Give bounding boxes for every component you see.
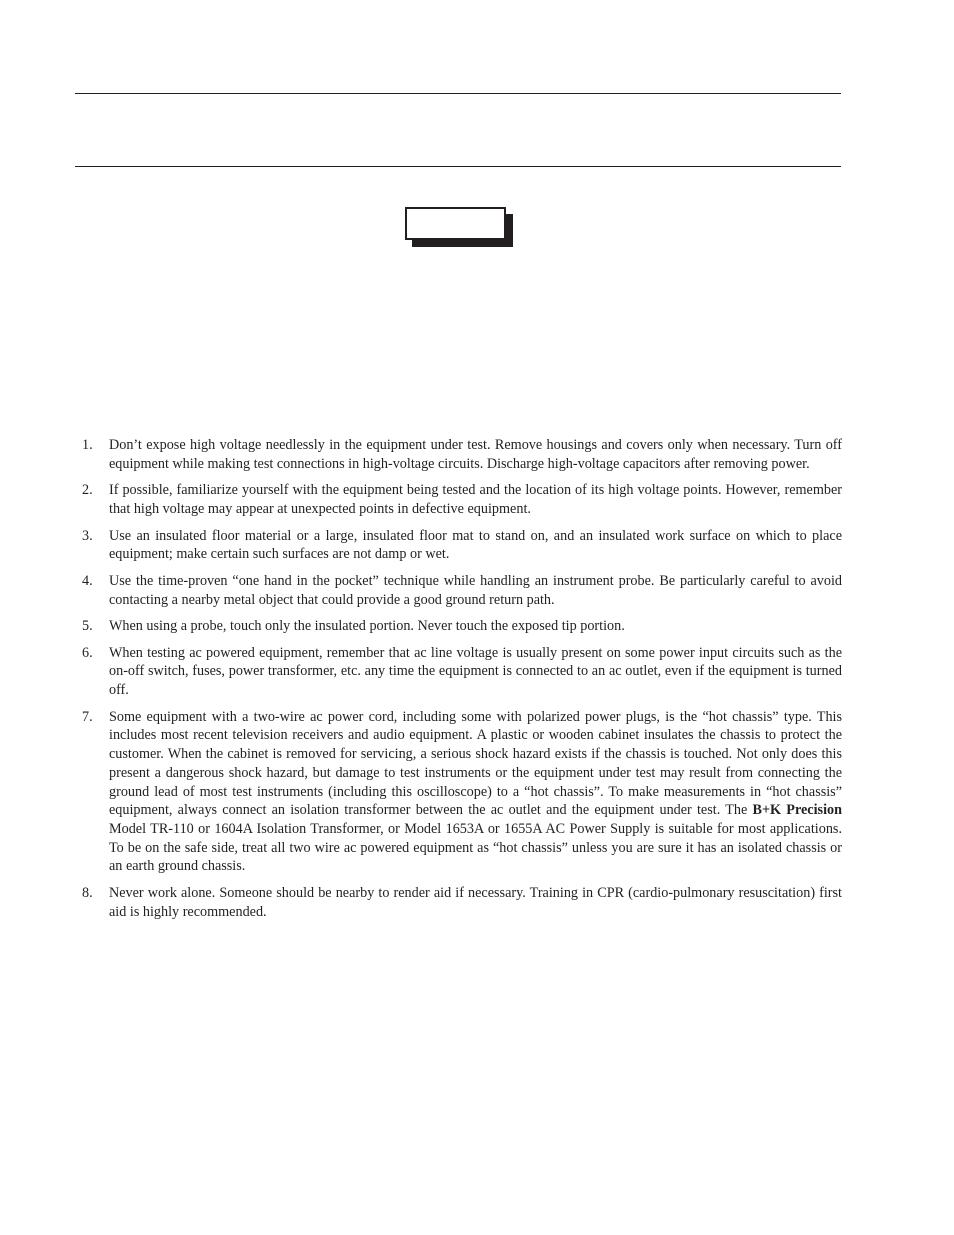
list-item <box>82 708 842 876</box>
header-top-rule <box>75 93 841 94</box>
list-item-number: 7. <box>82 708 93 725</box>
header-bottom-rule <box>75 166 841 167</box>
list-item-number: 2. <box>82 482 93 499</box>
list-item <box>82 644 842 700</box>
list-item-number: 4. <box>82 572 93 589</box>
list-item-text: Use the time-proven “one hand in the pocket” technique while handling an instrument probe. Be particularly careful to avoid contacting a nearby metal object that could provide a good ground return path. <box>109 572 842 608</box>
list-item-number: 6. <box>82 644 93 661</box>
list-item <box>82 617 842 636</box>
list-item <box>82 436 842 473</box>
brand-name: B+K Precision <box>752 802 842 819</box>
list-item <box>82 572 842 609</box>
list-item <box>82 884 842 921</box>
list-item-text: Use an insulated floor material or a large, insulated floor mat to stand on, and an insulated work surface on which to place equipment; make certain such surfaces are not damp or wet. <box>109 527 842 563</box>
list-item-text: Don’t expose high voltage needlessly in the equipment under test. Remove housings and covers only when necessary. Turn off equipment while making test connections in high-voltage circuits. Discharge high-voltage capacitors after removing power. <box>109 437 842 472</box>
list-item-text: When using a probe, touch only the insulated portion. Never touch the exposed tip portion. <box>109 618 625 635</box>
list-item-text-after: Model TR-110 or 1604A Isolation Transformer, or Model 1653A or 1655A AC Power Supply is suitable for most applications. To be on the safe side, treat all two wire ac powered equipment as “hot chassis” unless you are sure it has an isolated chassis or an earth ground chassis. <box>109 821 842 875</box>
list-item-text <box>109 708 842 876</box>
label-box <box>405 207 506 240</box>
list-item-text-before: Some equipment with a two-wire ac power cord, including some with polarized power plugs, is the “hot chassis” type. This includes most recent television receivers and audio equipment. A plastic or wooden cabinet insulates the chassis to protect the customer. When the cabinet is removed for servicing, a serious shock hazard exists if the chassis is touched. Not only does this present a dangerous shock hazard, but damage to test instruments or the equipment under test may result from connecting the ground lead of most test instruments (including this oscilloscope) to a “hot chassis”. To make measurements in “hot chassis” equipment, always connect an isolation transformer between the ac outlet and the equipment under test. The <box>109 708 842 819</box>
list-item-text: If possible, familiarize yourself with the equipment being tested and the location of its high voltage points. However, remember that high voltage may appear at unexpected points in defective equipment. <box>109 482 842 517</box>
safety-precautions-list <box>82 436 842 929</box>
list-item-number: 5. <box>82 618 93 635</box>
list-item-number: 1. <box>82 437 93 453</box>
list-item-text: Never work alone. Someone should be nearby to render aid if necessary. Training in CPR (cardio-pulmonary resuscitation) first aid is highly recommended. <box>109 885 842 920</box>
list-item-text: When testing ac powered equipment, remember that ac line voltage is usually present on some power input circuits such as the on-off switch, fuses, power transformer, etc. any time the equipment is connected to an ac outlet, even if the equipment is turned off. <box>109 644 842 699</box>
list-item <box>82 527 842 564</box>
list-item-number: 8. <box>82 885 93 901</box>
list-item-number: 3. <box>82 527 93 544</box>
list-item <box>82 481 842 518</box>
